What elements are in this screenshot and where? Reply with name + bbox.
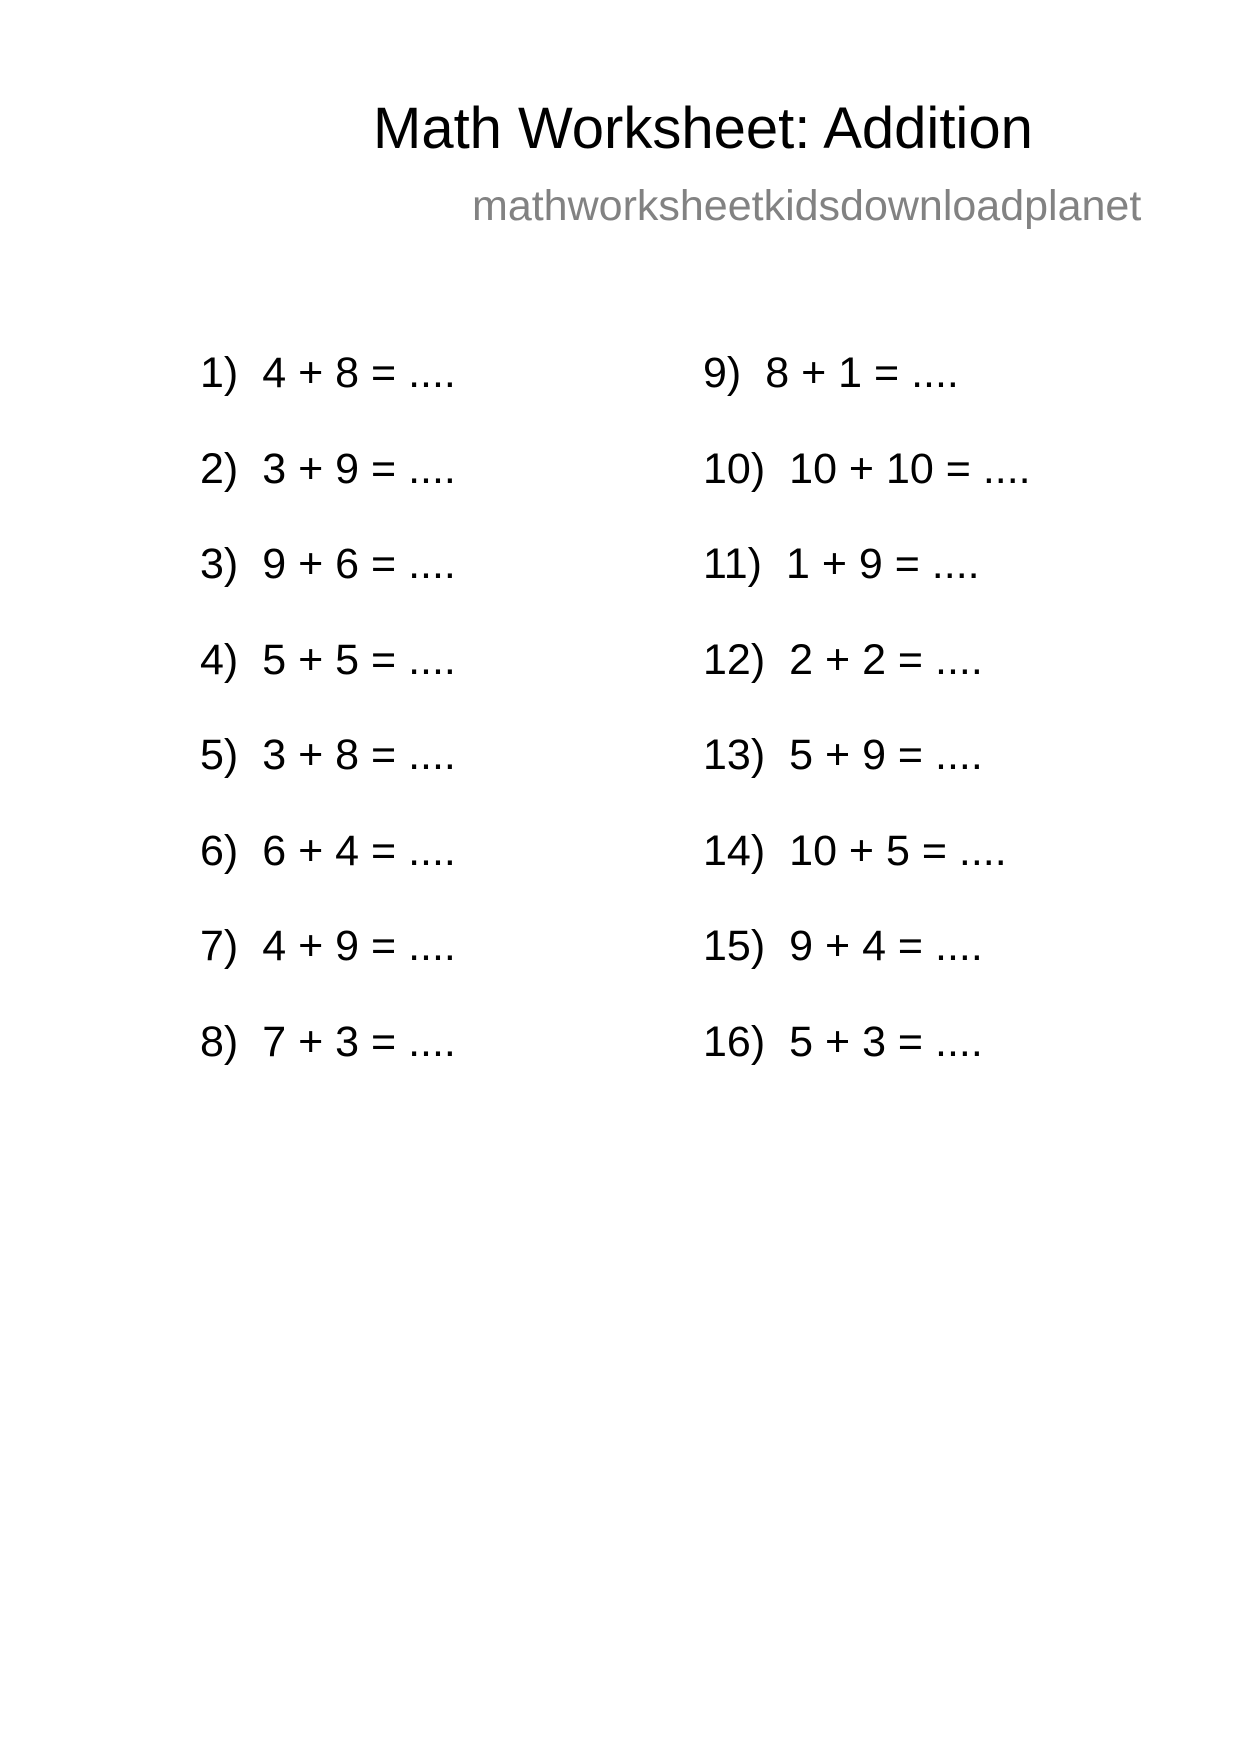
problem-number: 16) [703, 1017, 766, 1066]
problem-item [703, 444, 1031, 544]
problem-expression: 1 + 9 = .... [785, 540, 980, 588]
problem-item [703, 349, 1031, 448]
problem-item [703, 826, 1031, 926]
problem-number: 6) [200, 826, 239, 875]
problem-number: 12) [703, 635, 766, 684]
problem-item [703, 731, 1031, 830]
problem-item [703, 1017, 1031, 1117]
problem-item [200, 731, 456, 830]
problem-item [703, 922, 1031, 1021]
problem-expression: 3 + 8 = .... [262, 731, 456, 779]
problem-item [200, 349, 456, 448]
worksheet-title: Math Worksheet: Addition [373, 96, 1033, 161]
problem-number: 9) [703, 349, 742, 397]
problem-number: 8) [200, 1017, 239, 1066]
problem-expression: 4 + 8 = .... [262, 349, 456, 397]
problem-number: 3) [200, 540, 239, 588]
problem-expression: 2 + 2 = .... [789, 635, 983, 684]
problem-item [200, 444, 456, 544]
problem-column-left [200, 349, 456, 1116]
problem-column-right [703, 349, 1031, 1116]
problem-expression: 4 + 9 = .... [262, 922, 456, 970]
problem-number: 14) [703, 826, 766, 875]
problem-number: 15) [703, 922, 766, 970]
worksheet-subtitle: mathworksheetkidsdownloadplanet [472, 182, 1142, 230]
problem-expression: 3 + 9 = .... [262, 444, 456, 493]
problem-number: 5) [200, 731, 239, 779]
problem-expression: 5 + 3 = .... [789, 1017, 983, 1066]
problem-item [200, 635, 456, 735]
problem-expression: 10 + 10 = .... [789, 444, 1031, 493]
problem-expression: 5 + 9 = .... [789, 731, 983, 779]
problem-number: 1) [200, 349, 239, 397]
problem-item [703, 635, 1031, 735]
problem-number: 4) [200, 635, 239, 684]
problem-number: 7) [200, 922, 239, 970]
problem-item [200, 540, 456, 639]
problem-item [200, 1017, 456, 1117]
problem-number: 11) [703, 540, 762, 588]
problem-expression: 9 + 4 = .... [789, 922, 983, 970]
problem-number: 10) [703, 444, 766, 493]
problem-item [200, 826, 456, 926]
problem-number: 2) [200, 444, 239, 493]
problem-expression: 10 + 5 = .... [789, 826, 1007, 875]
problem-expression: 5 + 5 = .... [262, 635, 456, 684]
problem-expression: 8 + 1 = .... [765, 349, 959, 397]
problem-item [703, 540, 1031, 639]
problem-expression: 7 + 3 = .... [262, 1017, 456, 1066]
problem-expression: 9 + 6 = .... [262, 540, 456, 588]
problem-item [200, 922, 456, 1021]
problem-expression: 6 + 4 = .... [262, 826, 456, 875]
problem-number: 13) [703, 731, 766, 779]
